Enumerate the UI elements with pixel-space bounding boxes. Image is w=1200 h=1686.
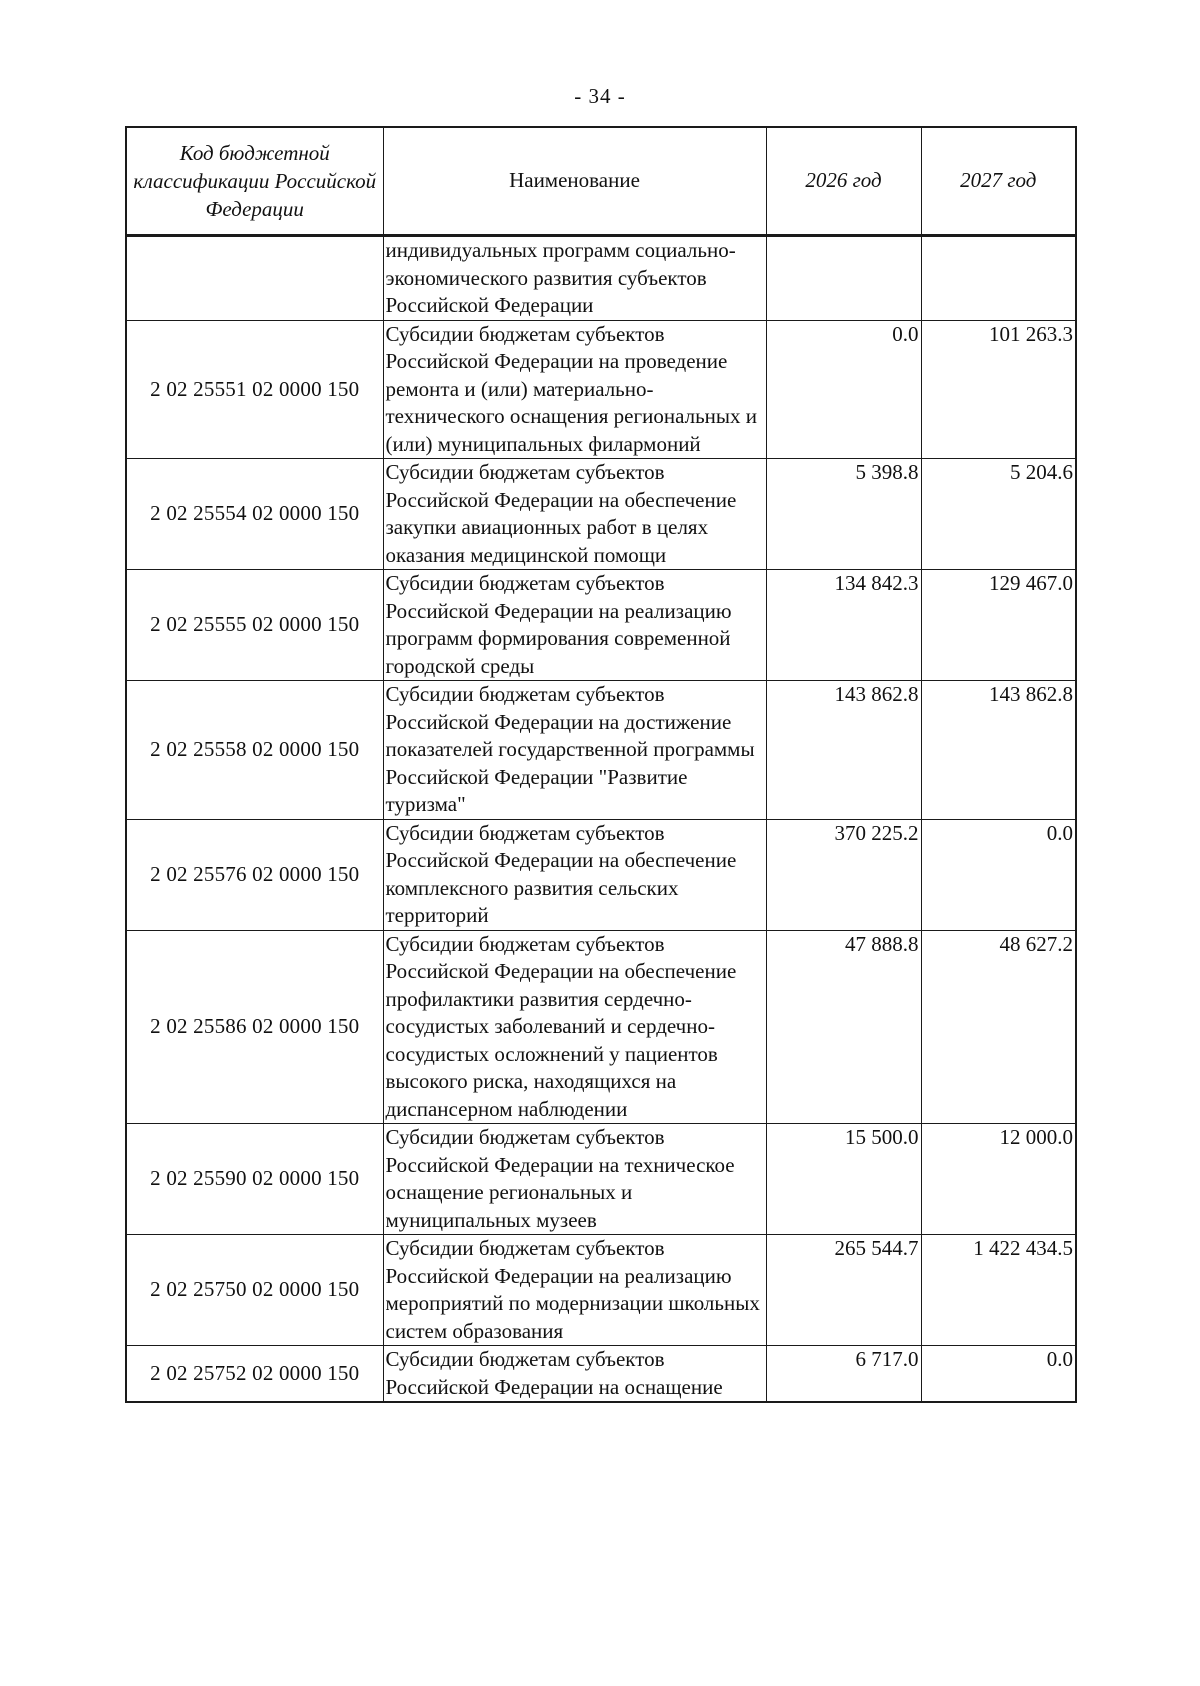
page-number: - 34 - — [574, 84, 626, 108]
row-2026: 265 544.7 — [766, 1235, 921, 1346]
row-2027: 48 627.2 — [921, 930, 1076, 1124]
row-2027: 12 000.0 — [921, 1124, 1076, 1235]
row-name: Субсидии бюджетам субъектов Российской Федерации на проведение ремонта и (или) материально-технического оснащения региональных и (или) муниципальных филармоний — [383, 320, 766, 459]
row-2026: 5 398.8 — [766, 459, 921, 570]
row-name: Субсидии бюджетам субъектов Российской Федерации на обеспечение комплексного развития сельских территорий — [383, 819, 766, 930]
budget-table — [125, 126, 1077, 1403]
table-row — [126, 1346, 1076, 1403]
row-name: Субсидии бюджетам субъектов Российской Федерации на техническое оснащение региональных и муниципальных музеев — [383, 1124, 766, 1235]
row-2026: 0.0 — [766, 320, 921, 459]
table-row — [126, 1124, 1076, 1235]
row-code: 2 02 25586 02 0000 150 — [126, 930, 383, 1124]
row-code: 2 02 25750 02 0000 150 — [126, 1235, 383, 1346]
row-2027: 0.0 — [921, 819, 1076, 930]
row-2026: 47 888.8 — [766, 930, 921, 1124]
row-code: 2 02 25558 02 0000 150 — [126, 681, 383, 820]
table-row — [126, 681, 1076, 820]
row-2027 — [921, 236, 1076, 321]
table-row — [126, 1235, 1076, 1346]
header-name: Наименование — [383, 127, 766, 236]
table-row — [126, 236, 1076, 321]
row-code: 2 02 25576 02 0000 150 — [126, 819, 383, 930]
row-2027: 0.0 — [921, 1346, 1076, 1403]
table-row — [126, 930, 1076, 1124]
row-2026: 370 225.2 — [766, 819, 921, 930]
row-2026: 15 500.0 — [766, 1124, 921, 1235]
row-name: индивидуальных программ социально-экономического развития субъектов Российской Федерации — [383, 236, 766, 321]
row-2027: 101 263.3 — [921, 320, 1076, 459]
row-code: 2 02 25554 02 0000 150 — [126, 459, 383, 570]
row-2027: 143 862.8 — [921, 681, 1076, 820]
row-2026: 6 717.0 — [766, 1346, 921, 1403]
table-row — [126, 570, 1076, 681]
header-code: Код бюджетной классификации Российской Федерации — [126, 127, 383, 236]
header-year-2027: 2027 год — [921, 127, 1076, 236]
row-name: Субсидии бюджетам субъектов Российской Федерации на оснащение — [383, 1346, 766, 1403]
header-year-2026: 2026 год — [766, 127, 921, 236]
row-name: Субсидии бюджетам субъектов Российской Федерации на обеспечение закупки авиационных работ в целях оказания медицинской помощи — [383, 459, 766, 570]
row-2026: 134 842.3 — [766, 570, 921, 681]
row-code: 2 02 25555 02 0000 150 — [126, 570, 383, 681]
row-code — [126, 236, 383, 321]
row-name: Субсидии бюджетам субъектов Российской Федерации на обеспечение профилактики развития сердечно-сосудистых заболеваний и сердечно-сосудистых осложнений у пациентов высокого риска, находящихся на диспансерном наблюдении — [383, 930, 766, 1124]
table-row — [126, 320, 1076, 459]
row-code: 2 02 25752 02 0000 150 — [126, 1346, 383, 1403]
table-row — [126, 819, 1076, 930]
table-row — [126, 459, 1076, 570]
row-code: 2 02 25551 02 0000 150 — [126, 320, 383, 459]
row-name: Субсидии бюджетам субъектов Российской Федерации на достижение показателей государственной программы Российской Федерации "Развитие туризма" — [383, 681, 766, 820]
row-2027: 129 467.0 — [921, 570, 1076, 681]
row-2026: 143 862.8 — [766, 681, 921, 820]
row-name: Субсидии бюджетам субъектов Российской Федерации на реализацию программ формирования современной городской среды — [383, 570, 766, 681]
table-header-row — [126, 127, 1076, 236]
row-2026 — [766, 236, 921, 321]
row-2027: 1 422 434.5 — [921, 1235, 1076, 1346]
row-code: 2 02 25590 02 0000 150 — [126, 1124, 383, 1235]
row-2027: 5 204.6 — [921, 459, 1076, 570]
row-name: Субсидии бюджетам субъектов Российской Федерации на реализацию мероприятий по модернизации школьных систем образования — [383, 1235, 766, 1346]
